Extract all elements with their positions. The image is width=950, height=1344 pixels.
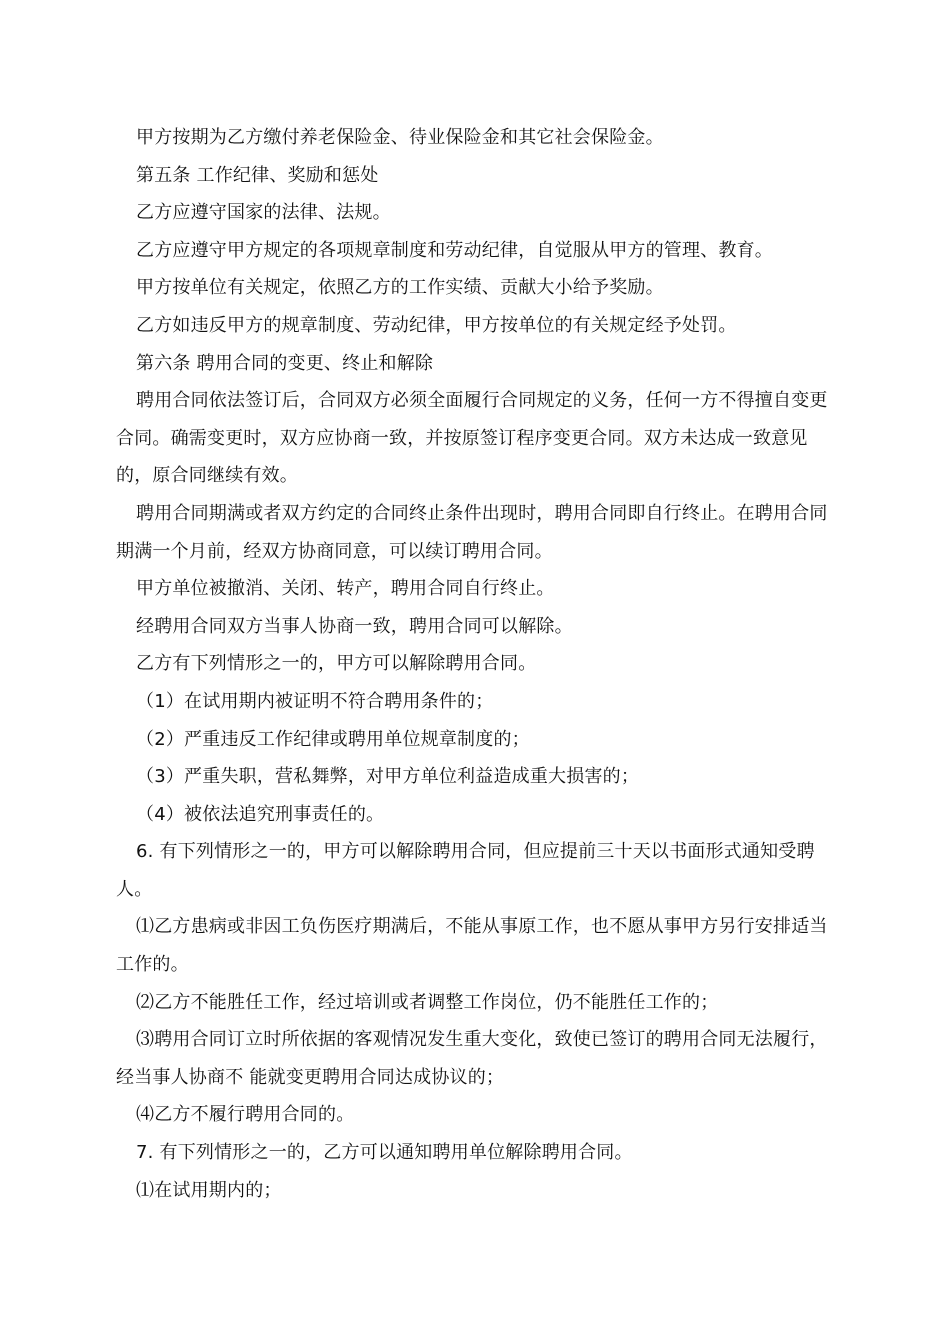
paragraph: 乙方应遵守国家的法律、法规。 <box>136 202 391 224</box>
list-item: （1）在试用期内被证明不符合聘用条件的； <box>136 690 494 712</box>
paragraph: 经聘用合同双方当事人协商一致，聘用合同可以解除。 <box>136 615 573 637</box>
paragraph-clause-6: 6. 有下列情形之一的，甲方可以解除聘用合同，但应提前三十天以书面形式通知受聘人。 <box>116 841 815 900</box>
list-item: ⑵乙方不能胜任工作，经过培训或者调整工作岗位，仍不能胜任工作的； <box>136 991 719 1013</box>
paragraph: 乙方如违反甲方的规章制度、劳动纪律，甲方按单位的有关规定经予处罚。 <box>136 314 737 336</box>
paragraph: 甲方按单位有关规定，依照乙方的工作实绩、贡献大小给予奖励。 <box>136 277 664 299</box>
list-item: ⑴在试用期内的； <box>136 1179 282 1201</box>
document-body <box>116 119 838 1209</box>
list-item: （3）严重失职，营私舞弊，对甲方单位利益造成重大损害的； <box>136 766 640 788</box>
list-item: ⑴乙方患病或非因工负伤医疗期满后，不能从事原工作，也不愿从事甲方另行安排适当工作的。 <box>116 916 828 976</box>
paragraph: 甲方单位被撤消、关闭、转产，聘用合同自行终止。 <box>136 578 555 600</box>
list-item: ⑷乙方不履行聘用合同的。 <box>136 1104 355 1126</box>
paragraph: 乙方应遵守甲方规定的各项规章制度和劳动纪律，自觉服从甲方的管理、教育。 <box>136 239 773 261</box>
paragraph: 聘用合同期满或者双方约定的合同终止条件出现时，聘用合同即自行终止。在聘用合同期满一个月前，经双方协商同意，可以续订聘用合同。 <box>116 502 828 562</box>
heading-article-5: 第五条 工作纪律、奖励和惩处 <box>136 164 379 186</box>
paragraph: 聘用合同依法签订后，合同双方必须全面履行合同规定的义务，任何一方不得擅自变更合同。确需变更时，双方应协商一致，并按原签订程序变更合同。双方未达成一致意见的，原合同继续有效。 <box>116 390 828 487</box>
paragraph-clause-7: 7. 有下列情形之一的，乙方可以通知聘用单位解除聘用合同。 <box>136 1142 633 1164</box>
paragraph-social-insurance: 甲方按期为乙方缴付养老保险金、待业保险金和其它社会保险金。 <box>136 127 664 148</box>
paragraph: 乙方有下列情形之一的，甲方可以解除聘用合同。 <box>136 653 537 675</box>
heading-article-6: 第六条 聘用合同的变更、终止和解除 <box>136 352 434 374</box>
list-item: （4）被依法追究刑事责任的。 <box>136 803 385 825</box>
list-item: ⑶聘用合同订立时所依据的客观情况发生重大变化，致使已签订的聘用合同无法履行，经当事人协商不 能就变更聘用合同达成协议的； <box>116 1029 828 1088</box>
list-item: （2）严重违反工作纪律或聘用单位规章制度的； <box>136 728 530 750</box>
